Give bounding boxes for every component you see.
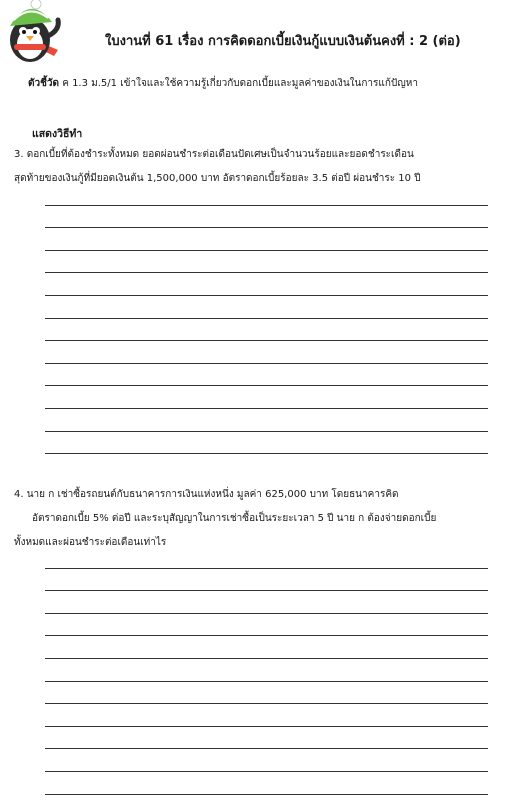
answer-line [45, 727, 488, 750]
answer-line [45, 386, 488, 409]
answer-line [45, 409, 488, 432]
answer-line [45, 636, 488, 659]
method-heading: แสดงวิธีทำ [32, 128, 83, 140]
question-4-line-1: 4. นาย ก เช่าซื้อรถยนต์กับธนาคารการเงินแห่งหนึ่ง มูลค่า 625,000 บาท โดยธนาคารคิด [14, 489, 399, 500]
answer-line [45, 251, 488, 274]
answer-line [45, 341, 488, 364]
answer-line [45, 228, 488, 251]
answer-line [45, 659, 488, 682]
question-3-line-2: สุดท้ายของเงินกู้ที่มียอดเงินต้น 1,500,000 บาท อัตราดอกเบี้ยร้อยละ 3.5 ต่อปี ผ่อนชำระ 10 ปี [14, 173, 421, 184]
penguin-mascot-icon [0, 0, 66, 66]
question-4-line-2: อัตราดอกเบี้ย 5% ต่อปี และระบุสัญญาในการเช่าซื้อเป็นระยะเวลา 5 ปี นาย ก ต้องจ่ายดอกเบี้ย [32, 513, 437, 524]
answer-line [45, 546, 488, 569]
answer-lines-question-4 [45, 546, 488, 795]
answer-line [45, 296, 488, 319]
answer-line [45, 569, 488, 592]
answer-line [45, 682, 488, 705]
answer-line [45, 591, 488, 614]
question-4-line-3: ทั้งหมดและผ่อนชำระต่อเดือนเท่าไร [14, 537, 167, 548]
question-3-line-1: 3. ดอกเบี้ยที่ต้องชำระทั้งหมด ยอดผ่อนชำระต่อเดือนปัดเศษเป็นจำนวนร้อยและยอดชำระเดือน [14, 149, 414, 160]
question-4 [14, 483, 436, 555]
answer-line [45, 614, 488, 637]
answer-line [45, 319, 488, 342]
indicator-row [28, 76, 508, 91]
answer-line [45, 704, 488, 727]
answer-line [45, 749, 488, 772]
indicator-label: ตัวชี้วัด [28, 78, 60, 89]
answer-line [45, 432, 488, 455]
page-title: ใบงานที่ 61 เรื่อง การคิดดอกเบี้ยเงินกู้แบบเงินต้นคงที่ : 2 (ต่อ) [105, 34, 461, 49]
indicator-text: ค 1.3 ม.5/1 เข้าใจและใช้ความรู้เกี่ยวกับดอกเบี้ยและมูลค่าของเงินในการแก้ปัญหา [59, 78, 418, 89]
answer-line [45, 772, 488, 795]
answer-line [45, 273, 488, 296]
answer-line [45, 364, 488, 387]
answer-line [45, 206, 488, 229]
answer-lines-question-3 [45, 183, 488, 454]
answer-line [45, 183, 488, 206]
